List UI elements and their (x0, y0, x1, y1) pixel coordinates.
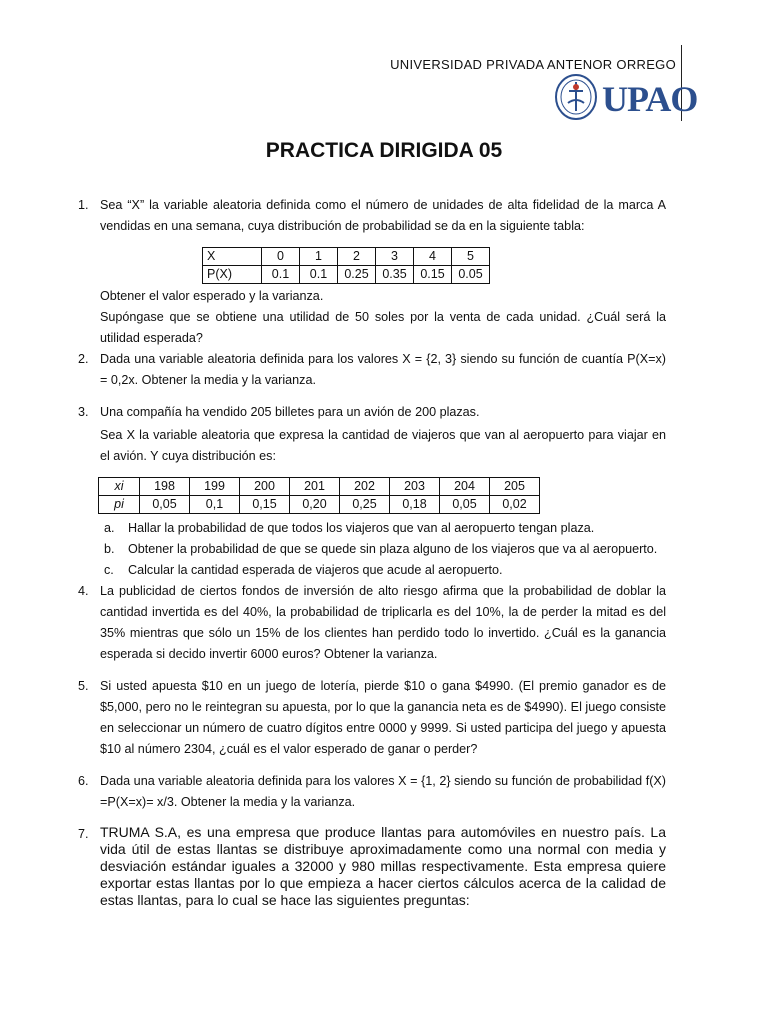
sub-letter: b. (104, 542, 115, 556)
problem-number: 7. (78, 827, 89, 841)
distribution-table-1 (202, 247, 490, 284)
problem-text: Sea “X” la variable aleatoria definida como el número de unidades de alta fidelidad de la marca A vendidas en una semana, cuya distribución de probabilidad se da en la siguiente tabla: (100, 198, 666, 233)
table-cell: 0 (262, 248, 300, 266)
table-cell: 0.1 (262, 266, 300, 284)
problem-1 (78, 195, 666, 237)
problem-question: Obtener el valor esperado y la varianza. (100, 289, 324, 303)
table-cell: 5 (452, 248, 490, 266)
problem-text: TRUMA S.A, es una empresa que produce llantas para automóviles en nuestro país. La vida útil de estas llantas se distribuye aproximadamente como una normal con media y desviación estándar iguales a 32000 y 980 millas respectivamente. Esta empresa quiere exportar estas llantas por lo que empieza a hacer ciertos cálculos acerca de la calidad de estas llantas, para lo cual se hace las siguientes preguntas: (100, 824, 666, 908)
sub-letter: c. (104, 563, 114, 577)
table-row (99, 478, 540, 496)
sub-letter: a. (104, 521, 115, 535)
problem-number: 5. (78, 679, 89, 693)
problem-text: La publicidad de ciertos fondos de inversión de alto riesgo afirma que la probabilidad de doblar la cantidad invertida es del 40%, la probabilidad de triplicarla es del 10%, la de perder la mitad es del 35% mientras que sólo un 15% de los clientes han perdido todo lo invertido. ¿Cuál es la ganancia esperada si decido invertir 6000 euros? Obtener la varianza. (100, 584, 666, 661)
problem-text: Si usted apuesta $10 en un juego de lotería, pierde $10 o gana $4990. (El premio ganador es de $5,000, pero no le reintegran su apuesta, por lo que la ganancia neta es de $4990). El juego consiste en seleccionar un número de cuatro dígitos entre 0000 y 9999. Si usted participa del juego y apuesta $10 al número 2304, ¿cuál es el valor esperado de ganar o perder? (100, 679, 666, 756)
table-row (99, 496, 540, 514)
problem-3-subquestions (78, 518, 666, 581)
table-cell: 0,05 (140, 496, 190, 514)
problem-number: 1. (78, 198, 89, 212)
table-cell: 0,02 (490, 496, 540, 514)
problem-text: Una compañía ha vendido 205 billetes para un avión de 200 plazas. (100, 405, 480, 419)
problem-list (78, 195, 666, 909)
table-cell: 0,1 (190, 496, 240, 514)
problem-1-questions (78, 286, 666, 349)
sub-question-c (104, 560, 666, 581)
table-cell: 0.35 (376, 266, 414, 284)
table-cell: 4 (414, 248, 452, 266)
problem-6 (78, 771, 666, 813)
problem-4 (78, 581, 666, 665)
problem-number: 2. (78, 352, 89, 366)
table-cell: 202 (340, 478, 390, 496)
sub-question-b (104, 539, 666, 560)
problem-question: Supóngase que se obtiene una utilidad de 50 soles por la venta de cada unidad. ¿Cuál será la utilidad esperada? (100, 310, 666, 345)
sub-question-a (104, 518, 666, 539)
table-cell: 205 (490, 478, 540, 496)
table-cell: 0,25 (340, 496, 390, 514)
table-cell: 0.15 (414, 266, 452, 284)
table-cell: 2 (338, 248, 376, 266)
sub-text: Obtener la probabilidad de que se quede sin plaza alguno de los viajeros que va al aeropuerto. (128, 542, 658, 556)
problem-5 (78, 676, 666, 760)
distribution-table-2 (98, 477, 540, 514)
problem-number: 3. (78, 405, 89, 419)
table-cell: X (203, 248, 262, 266)
table-cell: 0.25 (338, 266, 376, 284)
problem-7 (78, 824, 666, 909)
table-row (203, 266, 490, 284)
table-cell: 0.05 (452, 266, 490, 284)
table-cell: 203 (390, 478, 440, 496)
table-cell: 0,20 (290, 496, 340, 514)
university-name: UNIVERSIDAD PRIVADA ANTENOR ORREGO (390, 57, 676, 72)
table-cell: 198 (140, 478, 190, 496)
problem-text: Dada una variable aleatoria definida para los valores X = {2, 3} siendo su función de cuantía P(X=x) = 0,2x. Obtener la media y la varianza. (100, 352, 666, 387)
sub-text: Calcular la cantidad esperada de viajeros que acude al aeropuerto. (128, 563, 503, 577)
table-cell: 1 (300, 248, 338, 266)
problem-number: 6. (78, 774, 89, 788)
table-cell: 201 (290, 478, 340, 496)
problem-text: Sea X la variable aleatoria que expresa la cantidad de viajeros que van al aeropuerto para viajar en el avión. Y cuya distribución es: (100, 428, 666, 463)
problem-3 (78, 402, 666, 467)
table-cell: 200 (240, 478, 290, 496)
table-cell: 0,18 (390, 496, 440, 514)
logo-text: UPAO (602, 79, 698, 119)
table-cell: 199 (190, 478, 240, 496)
table-row (203, 248, 490, 266)
table-cell: pi (99, 496, 140, 514)
table-cell: xi (99, 478, 140, 496)
table-cell: 0,05 (440, 496, 490, 514)
table-cell: P(X) (203, 266, 262, 284)
problem-number: 4. (78, 584, 89, 598)
table-cell: 0.1 (300, 266, 338, 284)
problem-2 (78, 349, 666, 391)
table-cell: 3 (376, 248, 414, 266)
table-cell: 204 (440, 478, 490, 496)
sub-text: Hallar la probabilidad de que todos los viajeros que van al aeropuerto tengan plaza. (128, 521, 595, 535)
problem-text: Dada una variable aleatoria definida para los valores X = {1, 2} siendo su función de probabilidad f(X) =P(X=x)= x/3. Obtener la media y la varianza. (100, 774, 666, 809)
page-title: PRACTICA DIRIGIDA 05 (265, 139, 503, 162)
table-cell: 0,15 (240, 496, 290, 514)
